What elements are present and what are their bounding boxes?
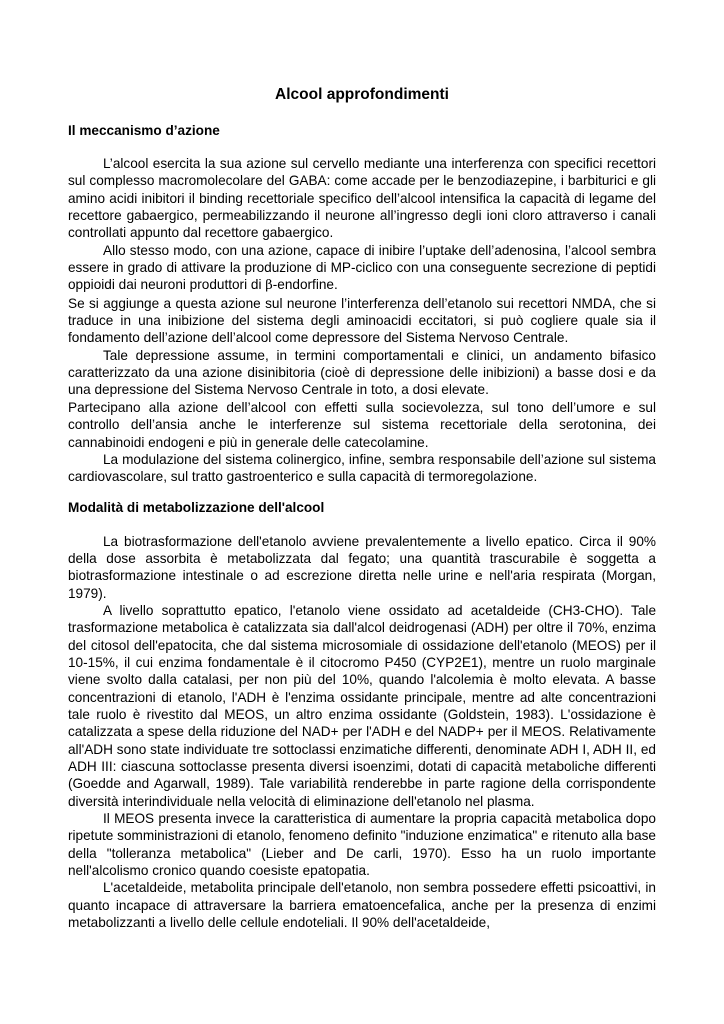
beta-symbol: β bbox=[265, 278, 273, 294]
document-title: Alcool approfondimenti bbox=[275, 86, 449, 103]
section-heading-meccanismo: Il meccanismo d’azione bbox=[68, 123, 220, 138]
section-heading-metabolizzazione: Modalità di metabolizzazione dell'alcool bbox=[68, 499, 325, 515]
paragraph: La modulazione del sistema colinergico, infine, sembra responsabile dell’azione sul sistema cardiovascolare, sul tratto gastroenterico e sulla capacità di termoregolazione. bbox=[68, 451, 656, 485]
paragraph: Se si aggiunge a questa azione sul neurone l’interferenza dell’etanolo sui recettori NMDA, che si traduce in una inibizione del sistema degli aminoacidi eccitatori, si può cogliere quale sia il fondamento dell’azione dell’alcool come depressore del Sistema Nervoso Centrale. bbox=[68, 295, 656, 346]
paragraph bbox=[68, 242, 656, 295]
paragraph: Partecipano alla azione dell’alcool con effetti sulla socievolezza, sul tono dell’umore e sul controllo dell’ansia anche le interferenze sul sistema recettoriale della serotonina, dei cannabinoidi endogeni e più in generale delle catecolamine. bbox=[68, 399, 656, 450]
paragraph-text: -endorfine. bbox=[272, 277, 338, 293]
paragraph: L’alcool esercita la sua azione sul cervello mediante una interferenza con specifici recettori sul complesso macromolecolare del GABA: come accade per le benzodiazepine, i barbiturici e gli amino acidi inibitori il binding recettoriale specifico dell’alcool intensifica la capacità di legame del recettore gabaergico, permeabilizzando il neurone all’ingresso degli ioni cloro attraverso i canali controllati appunto dal recettore gabaergico. bbox=[68, 156, 656, 241]
paragraph: La biotrasformazione dell'etanolo avviene prevalentemente a livello epatico. Circa il 90% della dose assorbita è metabolizzata dal fegato; una quantità trascurabile è soggetta a biotrasformazione intestinale o ad escrezione diretta nelle urine e nell'aria respirata (Morgan, 1979). bbox=[68, 533, 656, 601]
document-page bbox=[68, 84, 656, 931]
paragraph: L'acetaldeide, metabolita principale dell'etanolo, non sembra possedere effetti psicoattivi, in quanto incapace di attraversare la barriera ematoencefalica, anche per la presenza di enzimi metabolizzanti a livello delle cellule endoteliali. Il 90% dell'acetaldeide, bbox=[68, 880, 656, 931]
paragraph: Tale depressione assume, in termini comportamentali e clinici, un andamento bifasico caratterizzato da una azione disinibitoria (cioè di depressione delle inibizioni) a basse dosi e da una depressione del Sistema Nervoso Centrale in toto, a dosi elevate. bbox=[68, 347, 656, 398]
paragraph: Il MEOS presenta invece la caratteristica di aumentare la propria capacità metabolica dopo ripetute somministrazioni di etanolo, fenomeno definito "induzione enzimatica" e ritenuto alla base della "tolleranza metabolica" (Lieber and De carli, 1970). Esso ha un ruolo importante nell'alcolismo cronico quando coesiste epatopatia. bbox=[68, 811, 656, 879]
paragraph-text: Allo stesso modo, con una azione, capace di inibire l’uptake dell’adenosina, l’alcool sembra essere in grado di attivare la produzione di MP-ciclico con una conseguente secrezione di peptidi oppioidi dai neuroni produttori di bbox=[68, 242, 656, 293]
paragraph: A livello soprattutto epatico, l'etanolo viene ossidato ad acetaldeide (CH3-CHO). Tale trasformazione metabolica è catalizzata sia dall'alcol deidrogenasi (ADH) per oltre il 70%, enzima del citosol dell'epatocita, che dal sistema microsomiale di ossidazione dell'etanolo (MEOS) per il 10-15%, il cui enzima fondamentale è il citocromo P450 (CYP2E1), mentre un ruolo marginale viene svolto dalla catalasi, per non più del 10%, quando l'alcolemia è molto elevata. A basse concentrazioni di etanolo, l'ADH è l'enzima ossidante principale, mentre ad alte concentrazioni tale ruolo è rivestito dal MEOS, un altro enzima ossidante (Goldstein, 1983). L'ossidazione è catalizzata a spese della riduzione del NAD+ per l'ADH e del NADP+ per il MEOS. Relativamente all'ADH sono state individuate tre sottoclassi enzimatiche differenti, denominate ADH I, ADH II, ed ADH III: ciascuna sottoclasse presenta diversi isoenzimi, dotati di capacità metaboliche differenti (Goedde and Agarwall, 1989). Tale variabilità renderebbe in parte ragione della corrispondente diversità interindividuale nella velocità di eliminazione dell'etanolo nel plasma. bbox=[68, 602, 656, 809]
